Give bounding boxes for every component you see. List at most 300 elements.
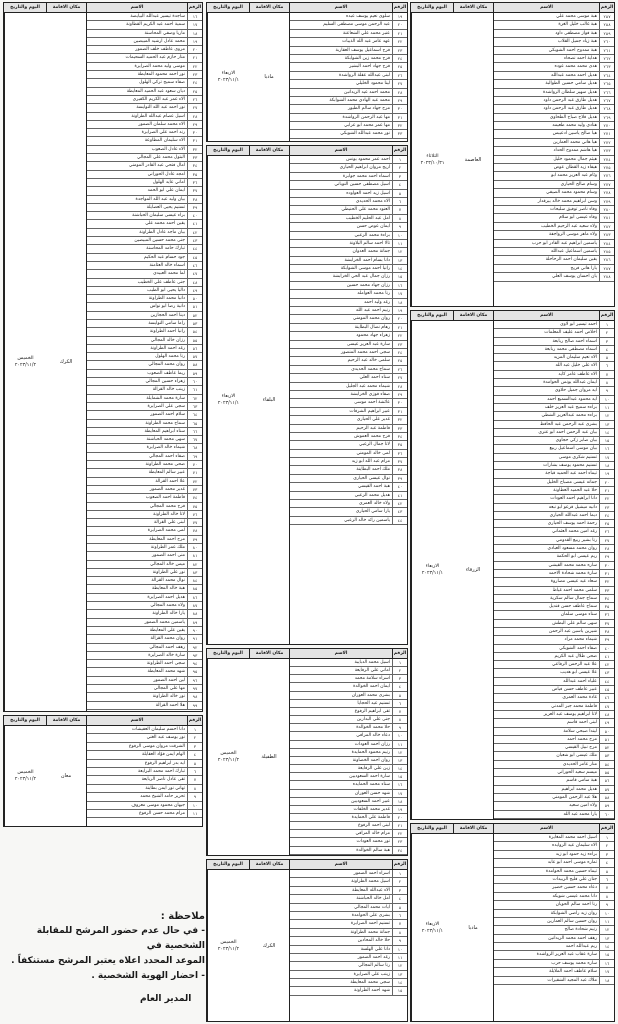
row-name: يارا خالد الطراونة [152, 611, 185, 617]
row-number: ٧٢ [187, 478, 202, 485]
table-row [87, 478, 202, 486]
table-row [87, 403, 202, 411]
table-row [494, 13, 614, 21]
row-number: ٢٢ [187, 63, 202, 70]
table-row [87, 229, 202, 237]
row-number: ٨٧ [187, 602, 202, 609]
row-name: روان محمد المومني [352, 316, 390, 322]
row-name: سهى محمد الحباشنة [146, 437, 185, 443]
row-number: ٢١ [392, 30, 407, 37]
row-name: منى احمد الضمور [152, 553, 185, 559]
row-number: ٣١ [599, 570, 614, 577]
row-name: لبنى علي القرالة [153, 520, 185, 526]
table-row [494, 495, 614, 503]
row-number: ٥٠ [187, 295, 202, 302]
row-name: اماني علي الرفايعة [354, 668, 390, 674]
row-number: ٢٧٠ [599, 122, 614, 129]
date-label: ٢٠٢٣/١١/٢ [217, 758, 240, 763]
row-name: عائشة احمد موسى [354, 400, 390, 406]
table-row [87, 328, 202, 336]
date-label: ٢٠٢٣/١٠/٣١ [420, 160, 445, 166]
row-name: ميس خالد المجالي [150, 561, 185, 567]
table-row [290, 847, 407, 855]
row-name: غادة محمد العمري [562, 695, 597, 701]
residence-location: العاصمة [464, 156, 482, 163]
table-row [494, 636, 614, 644]
row-name: احمد تيسير ابو لاوي [560, 322, 597, 327]
row-name: فاطمة محمد جبر المدني [551, 703, 597, 709]
row-number: ٥١ [599, 736, 614, 743]
table-row [290, 441, 407, 449]
row-number: ٣ [392, 675, 407, 682]
row-name: بشرى محمد العوران [351, 692, 390, 698]
row-number: ٢٨٠ [599, 206, 614, 213]
row-name: ايمان احمد الخوالدة [353, 684, 390, 690]
date-label: ٢٠٢٣/١١/١ [217, 78, 240, 83]
row-number: ٦ [392, 912, 407, 919]
row-name: روان محمد القرالة [150, 636, 185, 642]
table-header [411, 3, 614, 13]
table-row [87, 810, 202, 818]
row-number: ٣٤ [392, 433, 407, 440]
table-row [494, 842, 614, 850]
row-name: ريم عبدالله احمد [565, 944, 597, 950]
row-name: البتول محمد علي المجالي [136, 155, 185, 161]
row-number: ٣ [392, 887, 407, 894]
row-number: ٢٨٢ [599, 223, 614, 230]
table-row [494, 744, 614, 752]
header-name: الاسم [289, 860, 392, 869]
table-row [290, 130, 407, 138]
row-name: هديل طارق عبد الرحمن داود [543, 106, 597, 112]
row-number: ٢٧٨ [599, 189, 614, 196]
table-row [290, 299, 407, 307]
row-name: زينب خالد القرالة [152, 387, 185, 393]
row-number: ٢٣ [392, 47, 407, 54]
row-number: ٨ [392, 929, 407, 936]
row-name: تسنيم محمود يوسف بشارات [543, 463, 597, 469]
table-row [87, 577, 202, 585]
row-name: نور يوسف عبد الغني [146, 735, 185, 741]
row-name: رنا بشير ربيع القدومي [556, 537, 597, 543]
table-row [290, 920, 407, 928]
table-row [494, 926, 614, 934]
row-name: فرح محمد المجالي [149, 503, 185, 509]
row-name: جيهان محمود موسى معروف [131, 802, 185, 808]
row-number: ٢١ [187, 54, 202, 61]
row-name: براءه سميح عبد العزيز خلف [544, 404, 597, 410]
row-name: مرح جهاد سالم الطيور [348, 106, 390, 112]
residence-location: مادبا [264, 74, 274, 80]
day-label: الخميس [17, 356, 34, 361]
row-number: ٢٠ [392, 814, 407, 821]
table-row [290, 716, 407, 724]
row-name: يقين علي المعايطة [149, 627, 185, 633]
table-row [87, 760, 202, 768]
row-name: جمانة محمد العدوان [352, 249, 390, 255]
table-row [494, 130, 614, 138]
date-label: ٢٠٢٣/١١/٢ [217, 946, 240, 952]
table-row [290, 667, 407, 675]
row-number: ١٨ [599, 977, 614, 984]
row-name: الاء علي خليل عبد الله [555, 363, 597, 369]
row-number: ٣٩ [599, 636, 614, 643]
row-number: ١٨ [392, 299, 407, 306]
row-name: رزان جهاد محمد حسين [346, 282, 390, 288]
row-name: هديل محمد ابراهيم [561, 786, 597, 792]
row-name: لما محمد العبيدي [153, 271, 185, 277]
row-name: يارا محمد عبد الله [563, 811, 597, 817]
table-block [206, 859, 408, 1022]
row-name: ايمان عوض حسن [356, 224, 390, 230]
table-row [87, 312, 202, 320]
row-number: ٢٦ [392, 72, 407, 79]
row-number: ٩٥ [187, 668, 202, 675]
row-number: ٢٦ [187, 96, 202, 103]
row-name: اسيل احمد محمد المغايرة [548, 835, 597, 840]
interview-date [207, 13, 249, 141]
table-row [494, 72, 614, 80]
table-row [290, 122, 407, 130]
table-rows [493, 13, 614, 306]
row-number: ١٩ [392, 307, 407, 314]
row-name: حلا خالد المحادين [357, 938, 390, 944]
row-number: ١٨ [599, 462, 614, 469]
table-row [87, 46, 202, 54]
table-row [494, 736, 614, 744]
table-row [87, 38, 202, 46]
row-number: ٢٨٧ [599, 265, 614, 272]
row-name: وئام عبد العزيز محمد ابو [551, 173, 597, 179]
row-name: صفاء سميح تركي الهلول [139, 80, 185, 86]
row-number: ١٥ [392, 987, 407, 994]
row-number: ٤٩ [599, 719, 614, 726]
row-number: ٣١ [392, 114, 407, 121]
row-name: علياء احمد عبدالله [563, 678, 597, 684]
row-number: ٣ [599, 851, 614, 858]
row-number: ٥٨ [599, 794, 614, 801]
table-row [87, 536, 202, 544]
table-row [494, 38, 614, 46]
table-row [494, 777, 614, 785]
interview-date [207, 659, 249, 855]
table-row [87, 652, 202, 660]
row-name: ياسمين ابراهيم عبد القادر ابو حرب [531, 240, 597, 246]
row-number: ٢١ [392, 822, 407, 829]
table-row [87, 693, 202, 701]
row-number: ٣٥ [392, 441, 407, 448]
row-name: روان زيد راضي الشوابكة [550, 910, 597, 916]
row-name: اسيل زيد احمد العواوده [346, 190, 390, 196]
table-row [87, 171, 202, 179]
row-name: رغد وليد احمد [363, 299, 390, 305]
row-name: مرح نبيل القيسي [564, 745, 597, 751]
table-row [290, 912, 407, 920]
row-name: شيماء محمد مراد [564, 637, 597, 643]
table-row [290, 357, 407, 365]
table-row [494, 769, 614, 777]
row-name: صفاء احمد الشويكي [559, 645, 597, 651]
row-name: شهد حسن العوران [354, 790, 390, 796]
row-number: ٣١ [187, 137, 202, 144]
table-row [494, 164, 614, 172]
table-row [290, 708, 407, 716]
row-number: ٤ [392, 683, 407, 690]
row-name: نور خالد الطراونة [152, 694, 185, 700]
row-number: ١ [392, 659, 407, 666]
table-row [87, 320, 202, 328]
row-name: ايمان علي ابو الحمد [147, 188, 185, 194]
table-row [87, 279, 202, 287]
table-row [290, 483, 407, 491]
row-name: هيا صالح ياسين ادعيبس [552, 131, 597, 137]
header-date: اليوم والتاريخ [213, 651, 243, 656]
row-name: لبنى عبدالله عقلة الرواشدة [339, 72, 390, 78]
table-row [87, 237, 202, 245]
row-name: هلا عبد الرحمن المومني [552, 794, 597, 800]
row-name: ضحى طلال عبد الكريم [554, 653, 597, 659]
row-name: دانا علي الهلسة [360, 946, 390, 952]
row-number: ٢٧ [187, 104, 202, 111]
row-name: سلمى محمد احمد غياظ [552, 587, 597, 593]
row-number: ٤٣ [187, 237, 202, 244]
row-number: ٢٥٨ [599, 21, 614, 28]
row-name: علا عيسى ابو هديب [560, 670, 597, 676]
row-number: ٨ [599, 379, 614, 386]
table-row [494, 122, 614, 130]
row-number: ٢٦٤ [599, 72, 614, 79]
row-number: ١٩ [392, 13, 407, 20]
row-number: ٤٢ [392, 500, 407, 507]
row-name: سجى احمد محمد المنصور [341, 349, 390, 355]
table-row [290, 700, 407, 708]
row-name: سجى محمد المعايطة [350, 980, 390, 986]
row-name: شهد احمد الطراونة [354, 988, 390, 994]
row-name: دينا احمد الحجازين [150, 312, 185, 318]
row-name: امجد عادل الحوراني [147, 171, 185, 177]
table-row [290, 198, 407, 206]
table-row [87, 734, 202, 742]
row-number: ٢٥٩ [599, 30, 614, 37]
row-number: ٢١ [599, 487, 614, 494]
row-number: ٣٤ [187, 162, 202, 169]
header-num: الرقم [393, 148, 407, 153]
table-row [87, 411, 202, 419]
row-name: تالا احمد سالم البلاونة [349, 240, 390, 246]
row-name: جنى علي البدارين [356, 717, 390, 723]
row-name: براءه محمد عبدالعزيز الشطي [541, 413, 597, 419]
row-name: اسراء احمد الضمور [353, 871, 390, 876]
table-row [290, 97, 407, 105]
row-name: الاء محمد سلمان الضمور [138, 121, 185, 127]
table-row [290, 724, 407, 732]
row-name: محمد احمد عيد الزيدانين [344, 89, 390, 95]
table-row [87, 793, 202, 801]
row-number: ٢٠ [187, 46, 202, 53]
table-row [290, 30, 407, 38]
table-row [87, 378, 202, 386]
row-number: ٨٦ [187, 594, 202, 601]
row-number: ٩ [392, 223, 407, 230]
row-name: هيا هاشم ممدوح الحداد [553, 148, 597, 154]
table-rows [493, 834, 614, 1021]
row-name: الاء سليمان عيد الزوايده [551, 843, 597, 849]
table-row [87, 785, 202, 793]
row-name: اسيل محمد الدبايبة [354, 660, 390, 665]
table-row [87, 121, 202, 129]
row-name: رانيا احمد الطراونة [149, 329, 185, 335]
row-number: ٤٣ [599, 669, 614, 676]
row-name: الاء عبدالله المعايطة [352, 887, 390, 893]
row-name: دانا محمد عيسى شويكه [552, 893, 597, 899]
row-name: رغد احمد الطراونة [150, 345, 185, 351]
row-name: ملك عمر الطراونة [150, 545, 185, 550]
residence-location: الطفيلة [261, 754, 277, 760]
table-row [87, 743, 202, 751]
table-row [494, 520, 614, 528]
table-row [494, 951, 614, 959]
header-name: الاسم [493, 3, 599, 12]
table-row [87, 726, 202, 734]
row-name: يارا سامي الحياري [355, 509, 390, 515]
table-row [87, 13, 202, 21]
row-name: بشرى عبد الرحمن عبد الحافظ [539, 421, 597, 427]
header-date: اليوم والتاريخ [417, 826, 447, 831]
row-number: ٢٦٢ [599, 55, 614, 62]
row-number: ٦ [599, 876, 614, 883]
row-number: ٤ [392, 181, 407, 188]
row-number: ٤١ [392, 492, 407, 499]
table-row [494, 884, 614, 892]
row-number: ٥٤ [187, 328, 202, 335]
row-number: ٢٣ [187, 71, 202, 78]
table-row [290, 257, 407, 265]
row-name: عبير سالم المعايطة [148, 470, 185, 476]
row-name: علا عبد الرحمن الرفاعي [551, 662, 597, 668]
row-number: ٤٢ [187, 229, 202, 236]
row-number: ٢٥ [187, 88, 202, 95]
table-row [494, 628, 614, 636]
row-number: ٥٧ [599, 786, 614, 793]
table-row [87, 370, 202, 378]
table-row [494, 80, 614, 88]
row-name: الاء سليمان المطاوعة [144, 138, 185, 144]
table-row [290, 374, 407, 382]
table-row [494, 811, 614, 819]
row-number: ١٩ [599, 470, 614, 477]
row-number: ١٣ [599, 421, 614, 428]
row-number: ٣٦ [187, 179, 202, 186]
column-right [410, 2, 615, 1022]
row-number: ٢٨١ [599, 214, 614, 221]
row-number: ١١ [187, 810, 202, 817]
row-name: يقين سليمان احمد الرحاحلة [545, 257, 597, 263]
row-name: احمد عمر محمود يونس [346, 157, 390, 162]
table-row [494, 595, 614, 603]
row-name: براء عيسى سليمان الحباشنة [132, 213, 185, 219]
row-name: رزان جمال عبد الحي الخرابشة [332, 274, 390, 280]
row-number: ٢٩ [392, 97, 407, 104]
row-number: ١٥ [392, 273, 407, 280]
row-number: ٣٢ [392, 416, 407, 423]
row-name: سلمى خالد عبد الرحيم [347, 358, 390, 364]
table-row [494, 703, 614, 711]
notes-line-3: - احضار الهوية الشخصية . [91, 971, 205, 981]
table-row [494, 21, 614, 29]
row-name: ولاء سعيد عبد الرحيم الخطيب [541, 223, 597, 229]
row-name: الاء عاطف عامر كايد [558, 371, 597, 377]
row-name: ايه بدر ابراهيم الرفوع [144, 760, 185, 766]
row-name: عنبر محمد علي الشعاعنة [342, 30, 390, 36]
row-name: اسماء احمد محمد جوابرة [342, 173, 390, 179]
table-row [290, 273, 407, 281]
row-name: بيان وليد عبد الله المواجدة [135, 196, 185, 202]
row-number: ٦٢ [187, 395, 202, 402]
table-row [494, 868, 614, 876]
row-number: ٢٧٦ [599, 172, 614, 179]
row-name: يارا هاني فريح [570, 265, 597, 271]
row-name: فرح محمد العموش [354, 433, 390, 439]
row-number: ٩٧ [187, 685, 202, 692]
row-name: دعاء خالد المرافي [356, 733, 390, 739]
table-row [494, 528, 614, 536]
row-number: ٧ [392, 920, 407, 927]
table-row [290, 164, 407, 172]
table-row [290, 332, 407, 340]
table-row [494, 181, 614, 189]
header-num: الرقم [600, 5, 614, 10]
row-number: ٢٤ [599, 512, 614, 519]
row-name: مرام عبد الله ابو زيد [351, 459, 390, 465]
row-name: اسيل محمد الطراونة [351, 879, 390, 885]
row-name: هبة فواز مصطفى داود [555, 30, 597, 36]
interview-date [207, 870, 249, 1021]
table-row [87, 544, 202, 552]
table-row [494, 338, 614, 346]
table-row [290, 500, 407, 508]
row-name: عبير عاطف حسن فياض [551, 687, 597, 693]
residence-location: مادبا [468, 924, 478, 931]
row-number: ٢١ [392, 324, 407, 331]
row-number: ٢٧ [392, 80, 407, 87]
row-number: ٥٥ [599, 769, 614, 776]
row-number: ٢٧٢ [599, 139, 614, 146]
table-row [290, 887, 407, 895]
row-name: هيثم جمال محمود خليل [553, 156, 597, 162]
table-row [494, 63, 614, 71]
table-row [494, 114, 614, 122]
row-name: سماح جمال سالم سكرية [550, 595, 597, 601]
row-number: ٢٦ [392, 366, 407, 373]
table-rows [289, 156, 407, 644]
row-name: ايه محمود عبدالسميع احمد [547, 396, 597, 402]
table-row [290, 282, 407, 290]
row-name: رنا سالم المجالي [358, 963, 390, 969]
table-row [290, 732, 407, 740]
row-number: ٧ [187, 776, 202, 783]
row-name: سلوى نعيم يوسف عبده [346, 14, 390, 19]
table-row [290, 38, 407, 46]
row-name: محمد عادل ارشيد المبيضين [133, 38, 185, 44]
row-number: ٧ [599, 884, 614, 891]
row-number: ٢٤ [187, 79, 202, 86]
table-row [494, 678, 614, 686]
table-row [494, 445, 614, 453]
row-name: روان حسين سالم العمارين [547, 918, 597, 924]
row-number: ٧٣ [187, 486, 202, 493]
date-label: ٢٠٢٣/١١/١ [421, 928, 444, 934]
row-name: ليندا صبحي سلامة [563, 728, 597, 734]
